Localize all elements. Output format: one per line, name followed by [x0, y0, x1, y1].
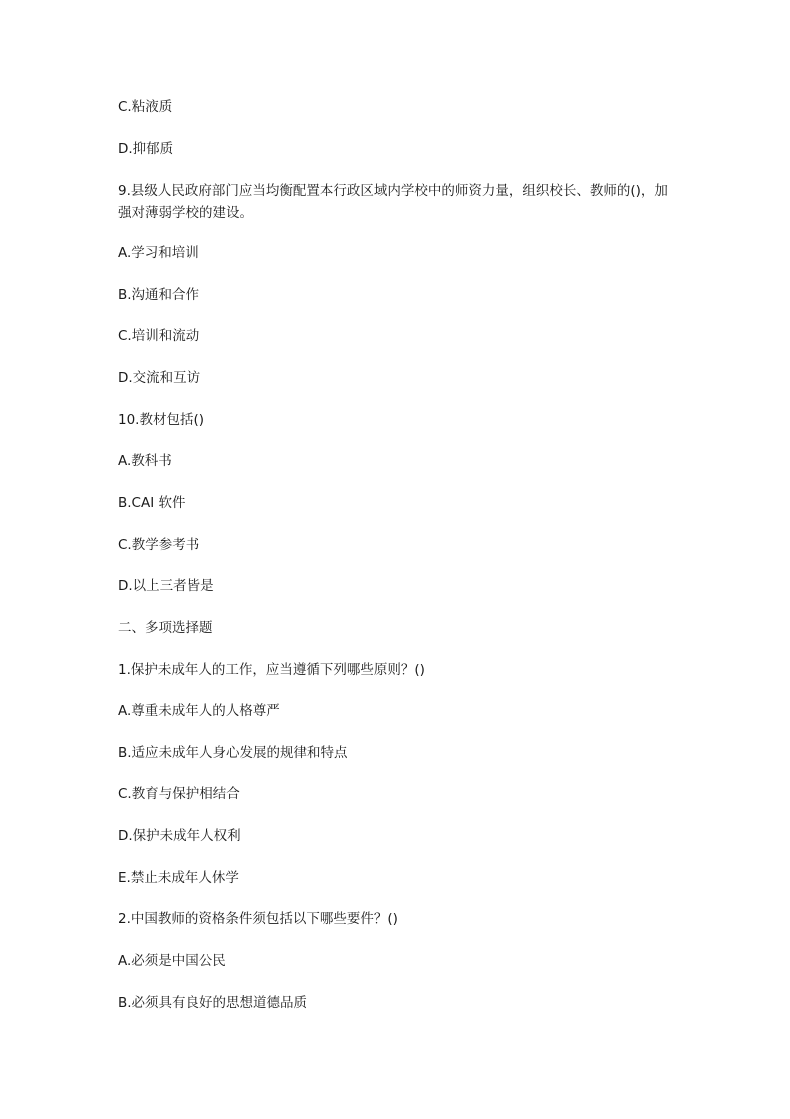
q10-option-d: D.以上三者皆是: [118, 578, 214, 594]
mc2-option-b: B.必须具有良好的思想道德品质: [118, 995, 308, 1011]
mc-question-2: 2.中国教师的资格条件须包括以下哪些要件？(): [118, 911, 398, 927]
mc1-option-d: D.保护未成年人权利: [118, 828, 241, 844]
q9-option-d: D.交流和互访: [118, 370, 201, 386]
mc1-option-c: C.教育与保护相结合: [118, 786, 240, 802]
mc1-option-b: B.适应未成年人身心发展的规律和特点: [118, 745, 348, 761]
mc1-option-e: E.禁止未成年人休学: [118, 870, 239, 886]
mc2-option-a: A.必须是中国公民: [118, 953, 226, 969]
q9-option-b: B.沟通和合作: [118, 287, 200, 303]
section-heading-multiple-choice: 二、多项选择题: [118, 620, 213, 636]
question-9: 9.县级人民政府部门应当均衡配置本行政区域内学校中的师资力量，组织校长、教师的()，加强对薄弱学校的建设。: [118, 183, 668, 221]
q10-option-a: A.教科书: [118, 453, 172, 469]
option-d-melancholic: D.抑郁质: [118, 141, 174, 157]
mc1-option-a: A.尊重未成年人的人格尊严: [118, 703, 280, 719]
option-c-phlegmatic: C.粘液质: [118, 99, 173, 115]
question-10: 10.教材包括(): [118, 412, 205, 428]
q10-option-b: B.CAI 软件: [118, 495, 186, 511]
q9-option-c: C.培训和流动: [118, 328, 200, 344]
q10-option-c: C.教学参考书: [118, 537, 200, 553]
mc-question-1: 1.保护未成年人的工作，应当遵循下列哪些原则？(): [118, 662, 425, 678]
q9-option-a: A.学习和培训: [118, 245, 199, 261]
